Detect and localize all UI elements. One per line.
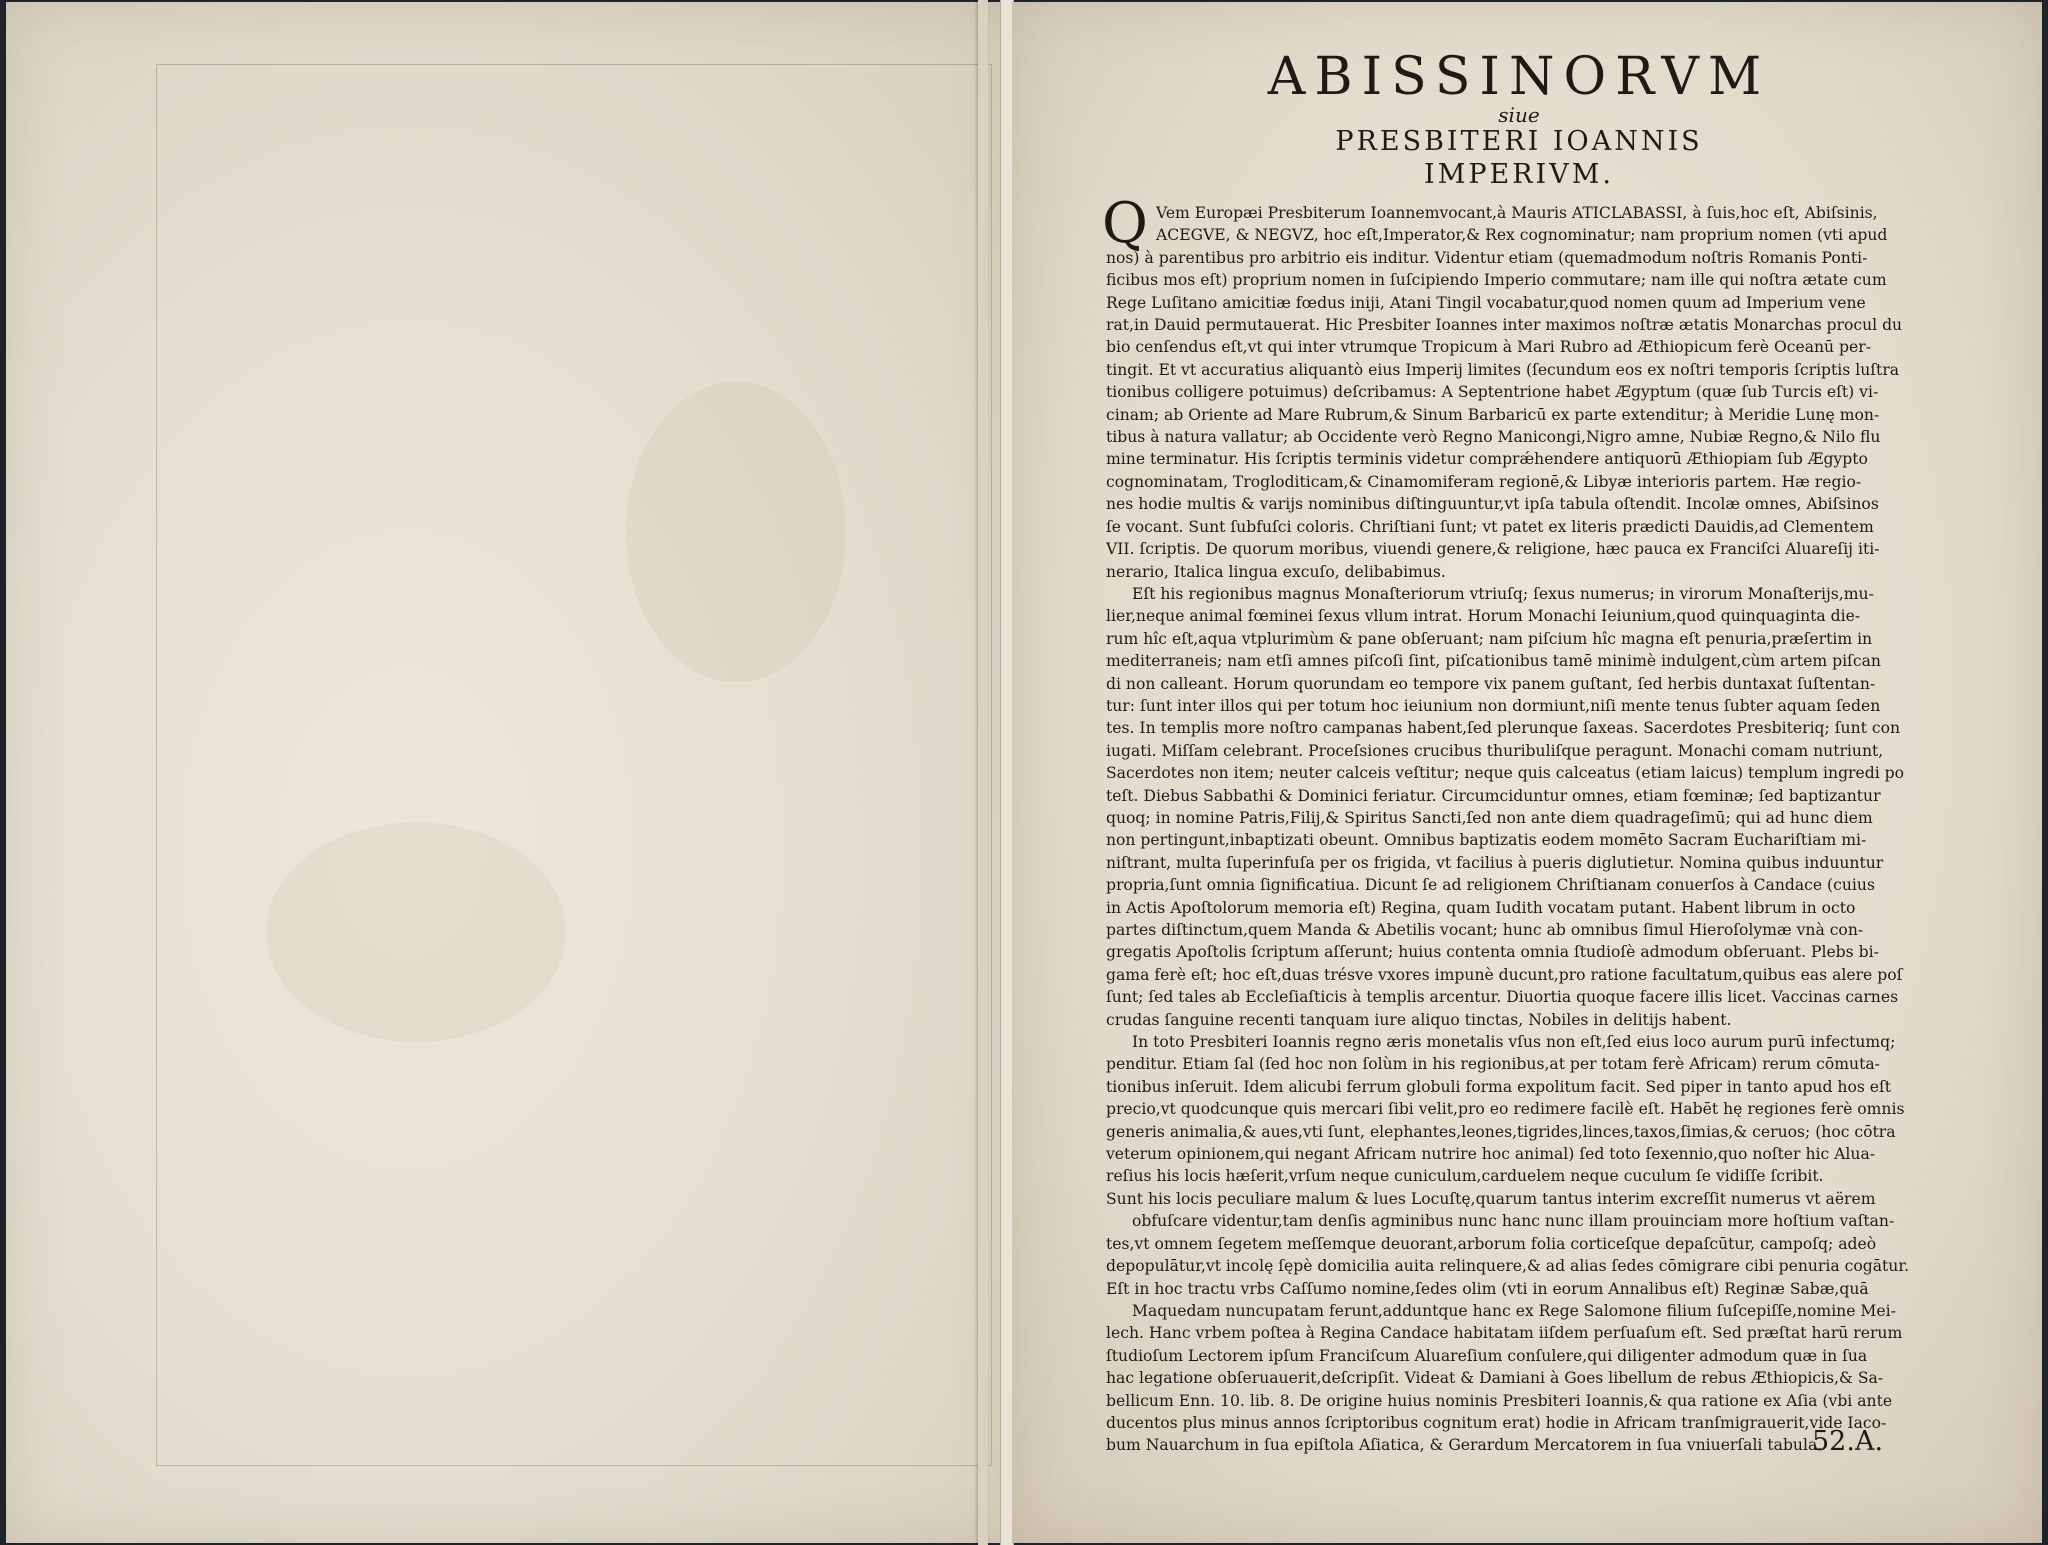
title-connector: siue xyxy=(1498,103,1540,127)
text-line: non pertingunt,inbaptizati obeunt. Omnibus baptizatis eodem momēto Sacram Euchariſtiam mi- xyxy=(1106,831,1867,850)
text-line: VII. ſcriptis. De quorum moribus, viuendi genere,& religione, hæc pauca ex Franciſci Aluareſij iti- xyxy=(1106,540,1880,559)
text-line: nes hodie multis & varijs nominibus diſtinguuntur,vt ipſa tabula oſtendit. Incolæ omnes, Abiſsinos xyxy=(1106,495,1879,514)
text-line: tibus à natura vallatur; ab Occidente verò Regno Manicongi,Nigro amne, Nubiæ Regno,& Nilo flu xyxy=(1106,428,1881,447)
text-line: bum Nauarchum in ſua epiſtola Aſiatica, & Gerardum Mercatorem in ſua vniuerſali tabula. xyxy=(1106,1436,1823,1455)
text-line: Maquedam nuncupatam ferunt,adduntque hanc ex Rege Salomone filium ſuſcepiſſe,nomine Mei- xyxy=(1132,1301,1896,1320)
text-line: mine terminatur. His ſcriptis terminis videtur comprǽhendere antiquorū Æthiopiam ſub Ægypto xyxy=(1106,450,1868,469)
text-line: tes. In templis more noſtro campanas habent,ſed plerunque ſaxeas. Sacerdotes Presbiteriq; ſunt con xyxy=(1106,719,1900,738)
text-line: hac legatione obſeruauerit,deſcripſit. Videat & Damiani à Goes libellum de rebus Æthiopicis,& Sa- xyxy=(1106,1369,1884,1388)
text-line: tionibus colligere potuimus) deſcribamus: A Septentrione habet Ægyptum (quæ ſub Turcis eſt) vi- xyxy=(1106,383,1879,402)
page-title: ABISSINORVM xyxy=(1267,47,1771,107)
body-text xyxy=(1102,191,1932,1457)
text-line: gregatis Apoſtolis ſcriptum aſſerunt; huius contenta omnia ſtudioſè admodum obſeruant. Plebs bi- xyxy=(1106,943,1879,962)
page-number: 52.A. xyxy=(1812,1426,1884,1457)
text-line: nerario, Italica lingua excuſo, delibabimus. xyxy=(1106,562,1446,581)
text-line: Rege Luſitano amicitiæ fœdus iniji, Atani Tingil vocabatur,quod nomen quum ad Imperium vene xyxy=(1106,293,1866,312)
text-line: Eſt in hoc tractu vrbs Caſſumo nomine,ſedes olim (vti in eorum Annalibus eſt) Reginæ Sabæ,quā xyxy=(1106,1279,1869,1298)
text-line: crudas ſanguine recenti tanquam iure aliquo tinctas, Nobiles in delitijs habent. xyxy=(1106,1010,1732,1029)
text-line: ſe vocant. Sunt ſubfuſci coloris. Chriſtiani ſunt; vt patet ex literis prædicti Dauidis,ad Clementem xyxy=(1106,517,1874,536)
text-line: nos) à parentibus pro arbitrio eis inditur. Videntur etiam (quemadmodum noſtris Romanis Ponti- xyxy=(1106,248,1868,267)
text-line: gama ferè eſt; hoc eſt,duas trésve vxores impunè ducunt,pro ratione facultatum,quibus eas alere poſ xyxy=(1106,965,1903,984)
text-line: cognominatam, Trogloditicam,& Cinamomiferam regionē,& Libyæ interioris partem. Hæ regio- xyxy=(1106,472,1862,491)
text-line: obfuſcare videntur,tam denſis agminibus nunc hanc nunc illam prouinciam more hoſtium vaſtan- xyxy=(1132,1212,1895,1231)
text-line: veterum opinionem,qui negant Africam nutrire hoc animal) ſed toto ſexennio,quo noſter hic Alua- xyxy=(1106,1145,1876,1164)
drop-cap: Q xyxy=(1102,191,1148,256)
text-line: di non calleant. Horum quorundam eo tempore vix panem guſtant, ſed herbis duntaxat ſuſtentan- xyxy=(1106,674,1876,693)
text-line: quoq; in nomine Patris,Filij,& Spiritus Sancti,ſed non ante diem quadrageſimū; qui ad hunc diem xyxy=(1106,808,1873,827)
text-line: ſtudioſum Lectorem ipſum Franciſcum Aluareſium conſulere,qui diligenter admodum quæ in ſua xyxy=(1106,1346,1868,1365)
text-line: Sacerdotes non item; neuter calceis veſtitur; neque quis calceatus (etiam laicus) templum ingredi po xyxy=(1106,764,1905,783)
text-line: In toto Presbiteri Ioannis regno æris monetalis vſus non eſt,ſed eius loco aurum purū infectumq; xyxy=(1132,1033,1896,1052)
text-line: in Actis Apoſtolorum memoria eſt) Regina, quam Iudith vocatam putant. Habent librum in octo xyxy=(1106,898,1856,917)
text-column xyxy=(1102,47,1932,1457)
text-line: Eſt his regionibus magnus Monaſteriorum vtriuſq; ſexus numerus; in virorum Monaſterijs,mu- xyxy=(1132,584,1874,603)
center-fold-shadow xyxy=(978,0,988,1545)
text-line: lech. Hanc vrbem poſtea à Regina Candace habitatam iiſdem perſuaſum eſt. Sed præſtat harū rerum xyxy=(1106,1324,1903,1343)
text-line: tur: ſunt inter illos qui per totum hoc ieiunium non dormiunt,niſi mente tenus ſubter aquam ſeden xyxy=(1106,696,1881,715)
text-line: tingit. Et vt accuratius aliquantò eius Imperij limites (ſecundum eos ex noſtri temporis ſcriptis luſtra xyxy=(1106,360,1900,379)
text-line: penditur. Etiam ſal (ſed hoc non ſolùm in his regionibus,at per totam ferè Africam) rerum cōmuta- xyxy=(1106,1055,1880,1074)
left-page-blank-verso xyxy=(6,2,1010,1543)
text-line: lier,neque animal fœminei ſexus vllum intrat. Horum Monachi Ieiunium,quod quinquaginta die- xyxy=(1106,607,1861,626)
text-line: depopulātur,vt incolę ſępè domicilia auita relinquere,& ad alias ſedes cōmigrare cibi penuria cogātur. xyxy=(1106,1257,1910,1276)
text-line: ficibus mos eſt) proprium nomen in ſuſcipiendo Imperio commutare; nam ille qui noſtra ætate cum xyxy=(1106,271,1887,290)
text-line: cinam; ab Oriente ad Mare Rubrum,& Sinum Barbaricū ex parte extenditur; à Meridie Lunę mon- xyxy=(1106,405,1880,424)
subtitle-line-1: PRESBITERI IOANNIS xyxy=(1335,126,1703,157)
text-line: ſunt; ſed tales ab Eccleſiaſticis à templis arcentur. Diuortia quoque facere illis licet. Vaccinas carnes xyxy=(1106,988,1899,1007)
paper-stain xyxy=(266,822,566,1042)
paper-stain xyxy=(626,382,846,682)
text-line: Q Vem Europæi Presbiterum Ioannemvocant,à Mauris ATICLABASSI, à ſuis,hoc eſt, Abiſsinis, xyxy=(1102,191,1878,256)
text-line: bio cenſendus eſt,vt qui inter vtrumque Tropicum à Mari Rubro ad Æthiopicum ferè Oceanū per- xyxy=(1106,338,1871,357)
text-line: niſtrant, multa ſuperinfuſa per os frigida, vt facilius à pueris diglutietur. Nomina quibus induuntur xyxy=(1106,853,1884,872)
subtitle-line-2: IMPERIVM. xyxy=(1424,159,1614,190)
text-line: ACEGVE, & NEGVZ, hoc eſt,Imperator,& Rex cognominatur; nam proprium nomen (vti apud xyxy=(1156,226,1888,245)
text-line: propria,ſunt omnia ſignificatiua. Dicunt ſe ad religionem Chriſtianam conuerſos à Candace (cuius xyxy=(1106,876,1875,895)
plate-mark-border xyxy=(156,64,992,1466)
text-line: teſt. Diebus Sabbathi & Dominici feriatur. Circumciduntur omnes, etiam fœminæ; ſed baptizantur xyxy=(1106,786,1881,805)
text-line: precio,vt quodcunque quis mercari ſibi velit,pro eo redimere facilè eſt. Habēt hę regiones ferè omnis xyxy=(1106,1100,1905,1119)
text-line: bellicum Enn. 10. lib. 8. De origine huius nominis Presbiteri Ioannis,& qua ratione ex Aſia (vbi ante xyxy=(1106,1391,1893,1410)
text-line: reſius his locis hæſerit,vrſum neque cuniculum,carduelem neque cuculum ſe vidiſſe ſcribit. xyxy=(1106,1167,1824,1186)
text-line: iugati. Miſſam celebrant. Proceſsiones crucibus thuribuliſque peragunt. Monachi comam nutriunt, xyxy=(1106,741,1884,760)
text-line: rat,in Dauid permutauerat. Hic Presbiter Ioannes inter maximos noſtræ ætatis Monarchas procul du xyxy=(1106,316,1903,335)
text-line: mediterraneis; nam etſi amnes piſcoſi ſint, piſcationibus tamē minimè indulgent,cùm artem piſcan xyxy=(1106,652,1881,671)
text-line: generis animalia,& aues,vti ſunt, elephantes,leones,tigrides,linces,taxos,ſimias,& ceruos; (hoc cōtra xyxy=(1106,1122,1896,1141)
text-line: rum hîc eſt,aqua vtplurimùm & pane obſeruant; nam piſcium hîc magna eſt penuria,præſertim in xyxy=(1106,629,1873,648)
text-line: tionibus inſeruit. Idem alicubi ferrum globuli forma expolitum facit. Sed piper in tanto apud hos eſt xyxy=(1106,1077,1892,1096)
text-line: tes,vt omnem ſegetem meſſemque deuorant,arborum folia corticeſque depaſcūtur, campoſq; adeò xyxy=(1106,1234,1877,1253)
text-line: ducentos plus minus annos ſcriptoribus cognitum erat) hodie in Africam tranſmigrauerit,vide Iaco- xyxy=(1106,1413,1887,1432)
text-line: Sunt his locis peculiare malum & lues Locuſtę,quarum tantus interim excreſſit numerus vt aërem xyxy=(1106,1189,1876,1208)
text-line: partes diſtinctum,quem Manda & Abetilis vocant; hunc ab omnibus ſimul Hieroſolymæ vnà con- xyxy=(1106,921,1864,939)
